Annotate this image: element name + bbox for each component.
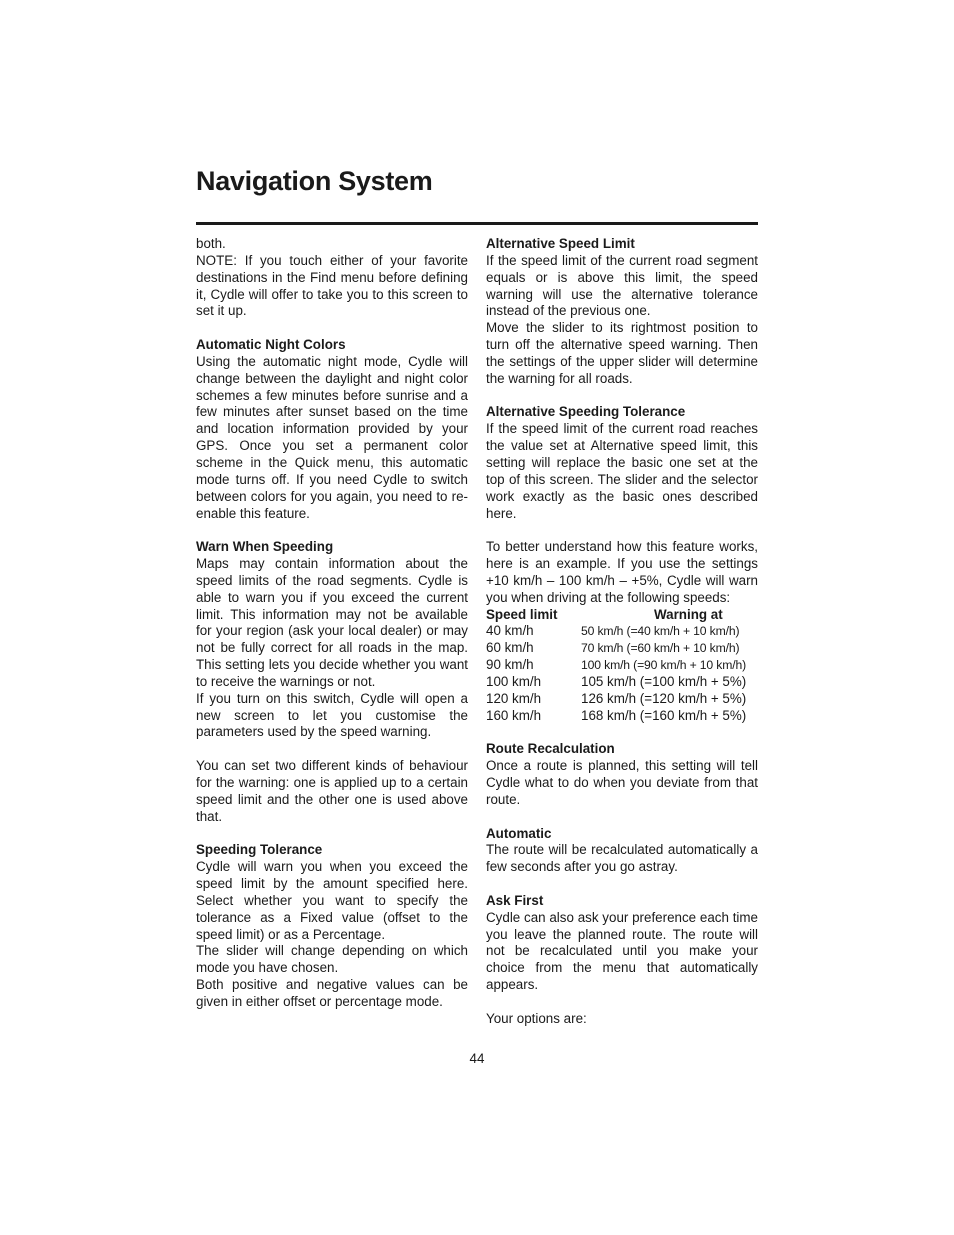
table-cell-speed: 100 km/h bbox=[486, 673, 542, 689]
paragraph-tolerance-3: Both positive and negative values can be given in either offset or percentage mode. bbox=[196, 977, 468, 1009]
paragraph-warn-1: Maps may contain information about the speed limits of the road segments. Cydle is able to warn you if you exceed the current limit. This information may not be available for your region (ask your local dealer) or may not be fully correct for all roads in the map. This setting lets you decide whether you want to receive the warnings or not. bbox=[196, 556, 468, 689]
table-row bbox=[486, 657, 758, 674]
paragraph-warn-3: You can set two different kinds of behaviour for the warning: one is applied up to a certain speed limit and the other one is used above that. bbox=[196, 758, 468, 824]
paragraph-both: both. bbox=[196, 236, 226, 251]
paragraph-tolerance-2: The slider will change depending on which mode you have chosen. bbox=[196, 943, 468, 976]
heading-route-recalculation: Route Recalculation bbox=[486, 741, 615, 757]
page-number: 44 bbox=[469, 1051, 485, 1066]
heading-speeding-tolerance: Speeding Tolerance bbox=[196, 842, 323, 858]
paragraph-options: Your options are: bbox=[486, 1010, 587, 1026]
table-cell-warning: 100 km/h (=90 km/h + 10 km/h) bbox=[581, 658, 746, 673]
table-cell-warning: 168 km/h (=160 km/h + 5%) bbox=[581, 707, 747, 723]
title-divider bbox=[196, 222, 758, 225]
table-row bbox=[486, 691, 758, 708]
heading-ask-first: Ask First bbox=[486, 892, 544, 908]
paragraph-automatic: The route will be recalculated automatically a few seconds after you go astray. bbox=[486, 842, 758, 875]
paragraph-tolerance-1: Cydle will warn you when you exceed the speed limit by the amount specified here. Select whether you want to specify the tolerance as a Fixed value (offset to the speed limit) or as a Percentage. bbox=[196, 859, 468, 942]
paragraph-alt-2: Move the slider to its rightmost position to turn off the alternative speed warning. Then the settings of the upper slider will determine the warning for all roads. bbox=[486, 320, 758, 386]
heading-warn-when-speeding: Warn When Speeding bbox=[196, 539, 334, 555]
table-row bbox=[486, 623, 758, 640]
right-column bbox=[486, 236, 758, 1028]
table-cell-speed: 160 km/h bbox=[486, 707, 542, 723]
paragraph-alt-tolerance: If the speed limit of the current road reaches the value set at Alternative speed limit, this setting will replace the basic one set at the top of this screen. The slider and the selector work exactly as the basic ones described here. bbox=[486, 421, 758, 521]
paragraph-warn-2: If you turn on this switch, Cydle will open a new screen to let you customise the parameters used by the speed warning. bbox=[196, 690, 468, 740]
paragraph-alt-1: If the speed limit of the current road segment equals or is above this limit, the speed warning will use the alternative tolerance instead of the previous one. bbox=[486, 252, 758, 319]
table-row bbox=[486, 708, 758, 725]
table-cell-speed: 60 km/h bbox=[486, 640, 534, 656]
paragraph-night-colors: Using the automatic night mode, Cydle will change between the daylight and night color schemes a few minutes before sunrise and a few minutes after sunset based on the time and location information provided by your GPS. Once you set a permanent color scheme in the Quick menu, this automatic mode turns off. If you need Cydle to switch between colors for you again, you need to re-enable this feature. bbox=[196, 353, 468, 521]
table-cell-speed: 40 km/h bbox=[486, 623, 534, 639]
table-row bbox=[486, 674, 758, 691]
heading-alternative-speeding-tolerance: Alternative Speeding Tolerance bbox=[486, 404, 686, 420]
heading-alternative-speed-limit: Alternative Speed Limit bbox=[486, 236, 635, 251]
table-header-warning-at: Warning at bbox=[654, 606, 723, 622]
table-header-speed-limit: Speed limit bbox=[486, 606, 558, 622]
table-cell-warning: 70 km/h (=60 km/h + 10 km/h) bbox=[581, 641, 740, 656]
table-cell-speed: 120 km/h bbox=[486, 690, 542, 706]
table-cell-warning: 126 km/h (=120 km/h + 5%) bbox=[581, 690, 747, 706]
paragraph-example: To better understand how this feature works, here is an example. If you use the settings +10 km/h – 100 km/h – +5%, Cydle will warn you when driving at the following speeds: bbox=[486, 539, 758, 605]
heading-automatic-night-colors: Automatic Night Colors bbox=[196, 337, 346, 353]
table-cell-speed: 90 km/h bbox=[486, 657, 534, 673]
paragraph-recalculation: Once a route is planned, this setting will tell Cydle what to do when you deviate from that route. bbox=[486, 758, 758, 807]
table-row bbox=[486, 640, 758, 657]
paragraph-note: NOTE: If you touch either of your favorite destinations in the Find menu before defining it, Cydle will offer to take you to this screen to set it up. bbox=[196, 252, 468, 319]
left-column bbox=[196, 236, 468, 1011]
table-cell-warning: 105 km/h (=100 km/h + 5%) bbox=[581, 673, 747, 689]
heading-automatic: Automatic bbox=[486, 825, 552, 841]
table-cell-warning: 50 km/h (=40 km/h + 10 km/h) bbox=[581, 624, 740, 639]
table-header-row bbox=[486, 607, 758, 624]
page-title: Navigation System bbox=[196, 166, 433, 196]
speed-warning-table bbox=[486, 607, 758, 725]
paragraph-ask-first: Cydle can also ask your preference each time you leave the planned route. The route will not be recalculated until you make your choice from the menu that automatically appears. bbox=[486, 909, 758, 993]
